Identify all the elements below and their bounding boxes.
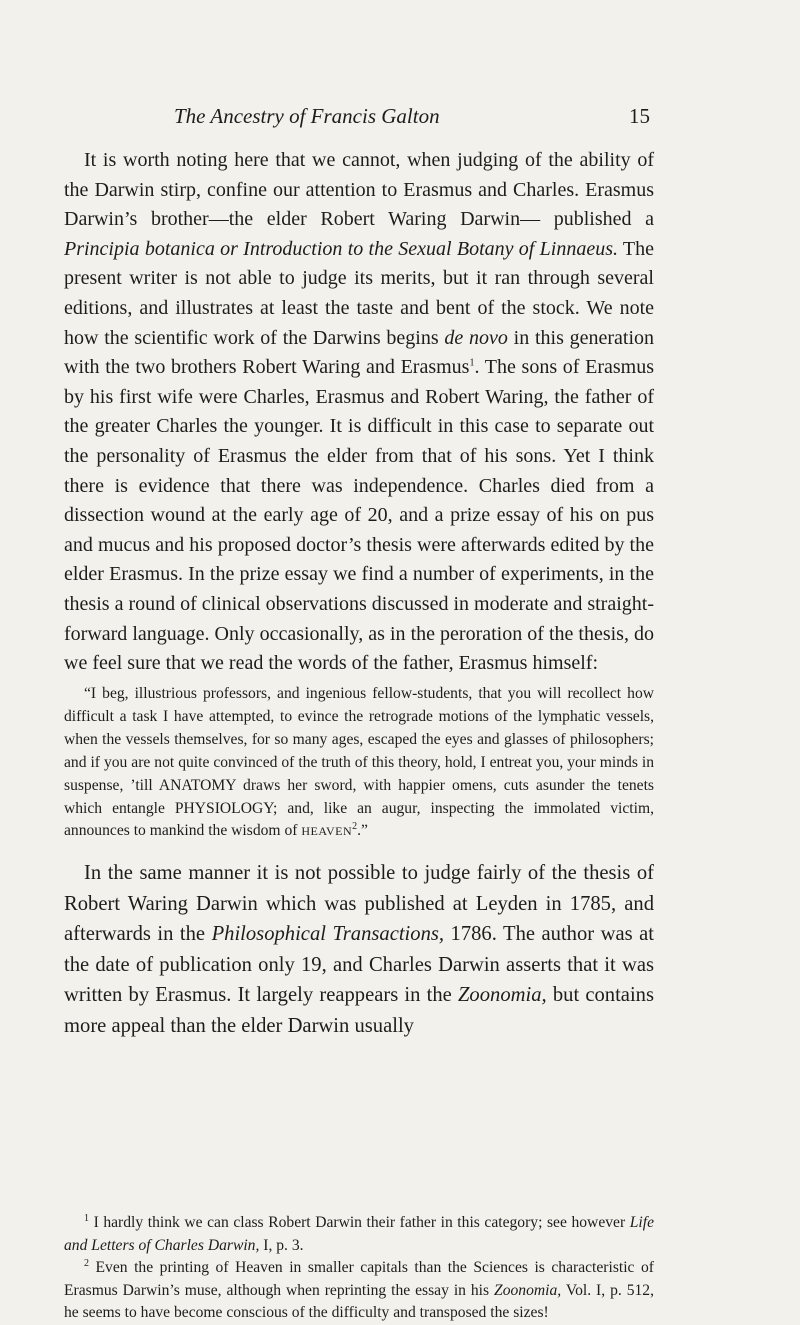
paragraph1-italic-de-novo: de novo <box>444 326 508 349</box>
paragraph2-text-3: but contains more appeal than the elder Darwin usually <box>64 984 654 1037</box>
footnote-2-text-1: Even the printing of Heaven in smaller capitals than the Sciences is characteristic of Erasmus Darwin’s muse, although when reprinting the essay in his <box>64 1259 654 1299</box>
block-quote-thesis <box>64 683 654 843</box>
footnote-2-italic: Zoonomia, <box>494 1281 562 1299</box>
paragraph1-text-2: The present writer is not able to judge its merits, but it ran through several editions, and illustrates at least the taste and bent of the stock. We note how the scientific work of the Darwins begins <box>64 237 655 349</box>
paragraph1-text-1: It is worth noting here that we cannot, when judging of the ability of the Darwin stirp, confine our attention to Erasmus and Charles. Erasmus Darwin’s brother—the elder Robert Waring Darwin— published a <box>64 149 654 231</box>
paragraph2-italic-transactions: Philosophical Transactions, <box>211 923 445 945</box>
running-head <box>64 104 654 132</box>
paragraph1-italic-principia: Principia botanica or Introduction to the Sexual Botany of Linnaeus. <box>64 237 618 260</box>
footnote-2-text-2: Vol. I, p. 512, he seems to have become conscious of the difficulty and transposed the sizes! <box>64 1281 654 1322</box>
paragraph2-text-2: 1786. The author was at the date of publication only 19, and Charles Darwin asserts that it was written by Erasmus. It largely reappears in the <box>64 923 654 1006</box>
footnote-2-mark: 2 <box>84 1258 89 1269</box>
footnote-ref-2: 2 <box>352 821 358 833</box>
footnote-1-text-1: I hardly think we can class Robert Darwin their father in this category; see however <box>89 1214 630 1231</box>
running-title: The Ancestry of Francis Galton <box>174 104 440 128</box>
footnote-2 <box>64 1257 654 1325</box>
footnotes <box>64 1212 654 1325</box>
quote-text-2: .” <box>357 822 368 840</box>
quote-small-caps-heaven: HEAVEN <box>301 824 353 839</box>
footnote-1 <box>64 1212 654 1257</box>
footnote-1-italic: Life and Letters of Charles Darwin, <box>64 1214 654 1254</box>
quote-text-1: “I beg, illustrious professors, and ingenious fellow-students, that you will recollect how difficult a task I have attempted, to evince the retrograde motions of the lymphatic vessels, when the vessels themselves, for so many ages, escaped the eyes and glasses of philosophers; and if you are not quite convinced of the truth of this theory, hold, I entreat you, your minds in suspense, ’till ANATOMY draws her sword, with happier omens, cuts asunder the tenets which entangle PHYSIOLOGY; and, like an augur, inspecting the immolated victim, announces to mankind the wisdom of <box>64 685 654 840</box>
footnote-ref-1: 1 <box>469 357 475 369</box>
paragraph1-text-4: . The sons of Erasmus by his first wife were Charles, Erasmus and Robert Waring, the father of the greater Charles the younger. It is difficult in this case to separate out the personality of Erasmus the elder from that of his sons. Yet I think there is evidence that there was independence. Charles died from a dissection wound at the early age of 20, and a prize essay of his on pus and mucus and his proposed doctor’s thesis were afterwards edited by the elder Erasmus. In the prize essay we find a number of experiments, in the thesis a round of clinical observations discussed in moderate and straight-forward language. Only occasionally, as in the peroration of the thesis, do we feel sure that we read the words of the father, Erasmus himself: <box>64 356 654 675</box>
paragraph2-italic-zoonomia: Zoonomia, <box>457 984 547 1006</box>
paragraph-robert-waring-thesis <box>64 858 654 1041</box>
paragraph2-text-1: In the same manner it is not possible to judge fairly of the thesis of Robert Waring Darwin which was published at Leyden in 1785, and afterwards in the <box>64 862 654 945</box>
paragraph-darwin-stirp <box>64 146 654 679</box>
footnote-1-text-2: I, p. 3. <box>259 1236 304 1254</box>
paragraph1-text-3: in this generation with the two brothers Robert Waring and Erasmus <box>64 326 655 379</box>
page-number: 15 <box>629 104 650 128</box>
footnote-1-mark: 1 <box>84 1212 89 1224</box>
